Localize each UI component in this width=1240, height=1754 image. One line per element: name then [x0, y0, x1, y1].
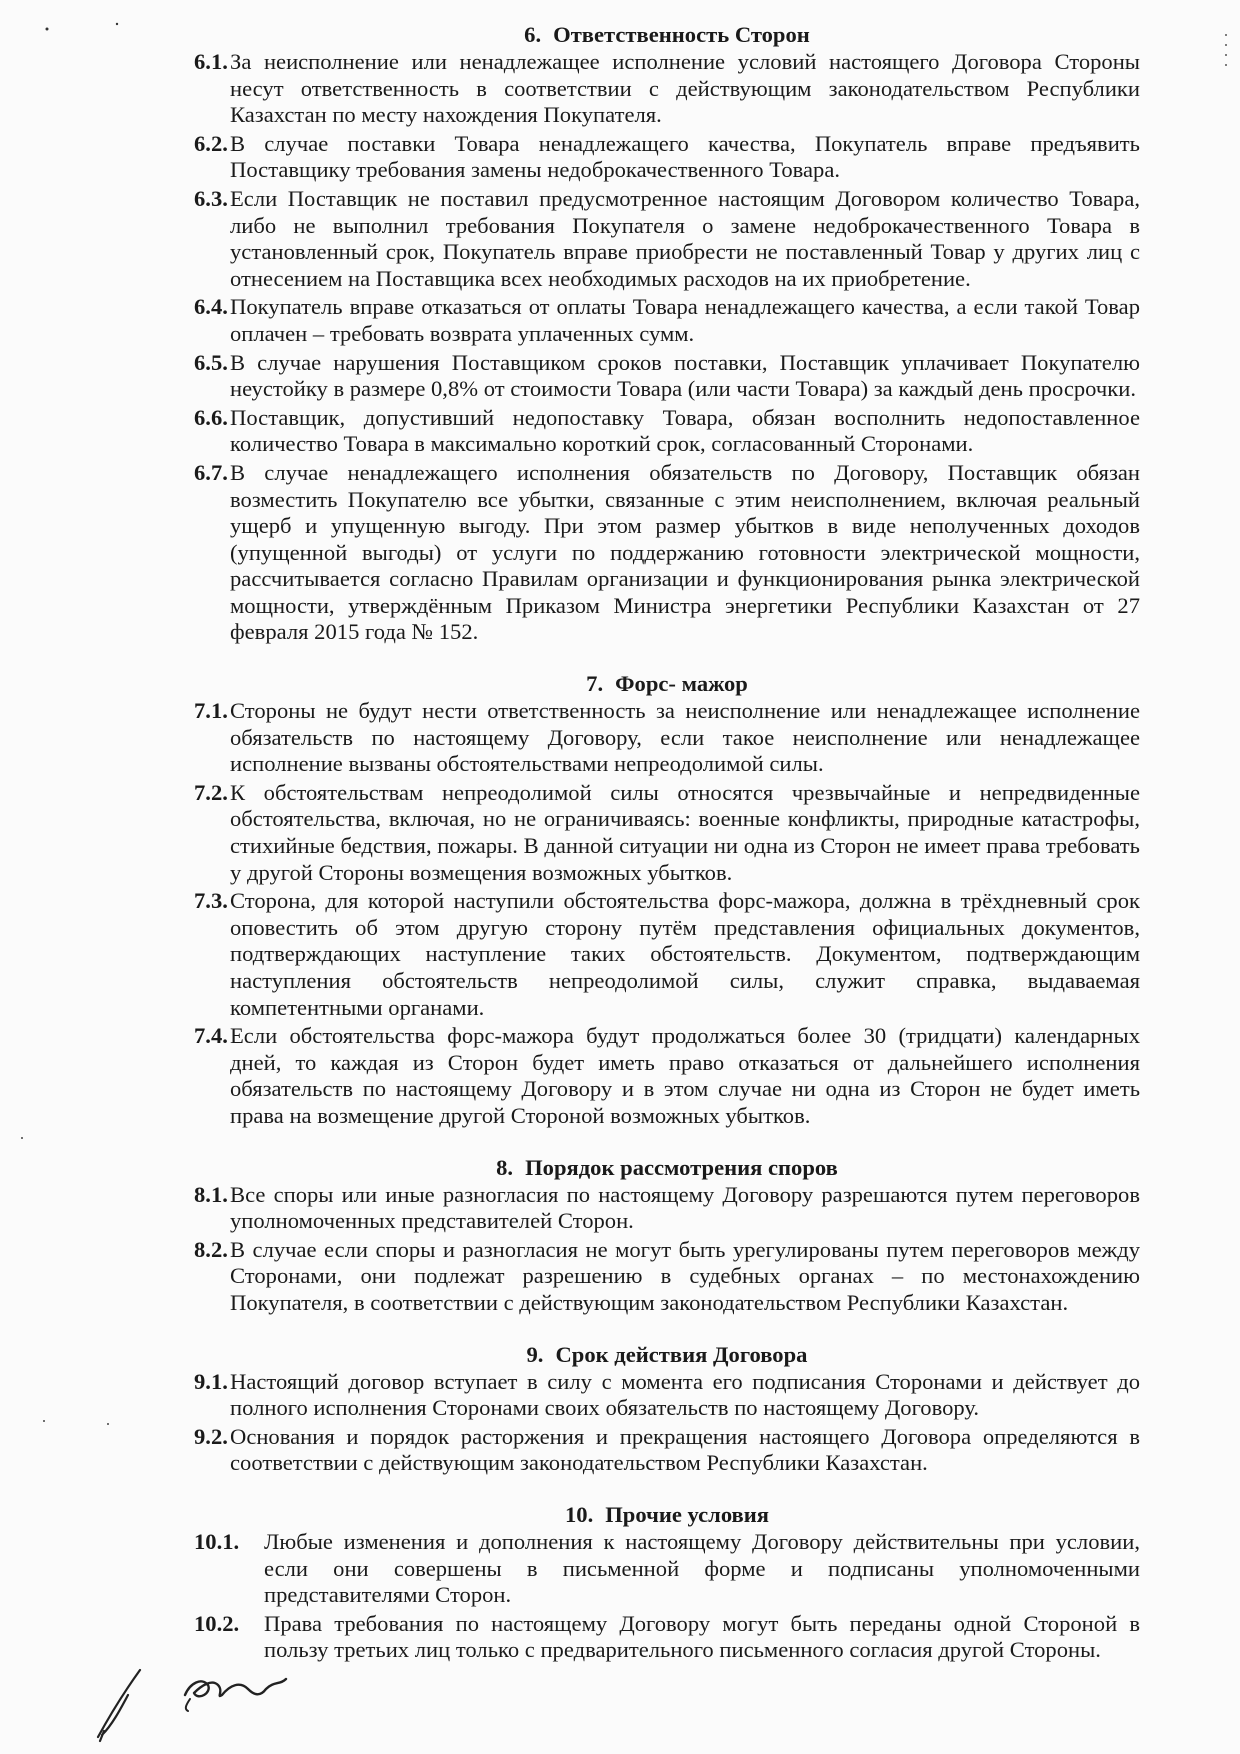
clause-text: В случае ненадлежащего исполнения обязательств по Договору, Поставщик обязан возместить Покупателю все убытки, связанные с этим неисполнением, включая реальный ущерб и упущенную выгоду. При этом размер убытков в виде неполученных доходов (упущенной выгоды) от услуги по поддержанию готовности электрической мощности, рассчитывается согласно Правилам организации и функционирования рынка электрической мощности, утверждённым Приказом Министра энергетики Республики Казахстан от 27 февраля 2015 года № 152. [230, 459, 1140, 645]
clause-text: Если Поставщик не поставил предусмотренное настоящим Договором количество Товара, либо не выполнил требования Покупателя о замене недоброкачественного Товара в установленный срок, Покупатель вправе приобрести не поставленный Товар у других лиц с отнесением на Поставщика всех необходимых расходов на их приобретение. [230, 185, 1140, 291]
clause-text: Стороны не будут нести ответственность за неисполнение или ненадлежащее исполнение обязательств по настоящему Договору, если такое неисполнение или ненадлежащее исполнение вызваны обстоятельствами непреодолимой силы. [230, 698, 1140, 777]
clause-number: 8.2. [194, 1236, 228, 1262]
clause-number: 6.1. [194, 49, 228, 74]
clause-number: 8.1. [194, 1181, 228, 1207]
clause-text: В случае поставки Товара ненадлежащего качества, Покупатель вправе предъявить Поставщику требования замены недоброкачественного Товара. [230, 130, 1140, 183]
clause-number: 10.1. [194, 1528, 240, 1554]
clause-text: Сторона, для которой наступили обстоятельства форс-мажора, должна в трёхдневный срок оповестить об этом другую сторону путём представления официальных документов, подтверждающих наступление таких обстоятельств. Документом, подтверждающим наступления обстоятельств непреодолимой силы, служит справка, выдаваемая компетентными органами. [230, 888, 1140, 1020]
clause-number: 6.3. [194, 185, 228, 211]
section-title: Ответственность Сторон [553, 22, 810, 47]
clause-text: Любые изменения и дополнения к настоящему Договору действительны при условии, если они совершены в письменной форме и подписаны уполномоченными представителями Сторон. [264, 1528, 1140, 1608]
clause-text: Если обстоятельства форс-мажора будут продолжаться более 30 (тридцати) календарных дней, то каждая из Сторон будет иметь право отказаться от дальнейшего исполнения обязательств по настоящему Договору и в этом случае ни одна из Сторон не будет иметь права на возмещение другой Стороной возможных убытков. [230, 1023, 1140, 1128]
clause-number: 6.7. [194, 459, 228, 485]
clause-number: 6.5. [194, 349, 228, 375]
section-number: 8. [496, 1154, 514, 1180]
clause-text: В случае нарушения Поставщиком сроков поставки, Поставщик уплачивает Покупателю неустойку в размере 0,8% от стоимости Товара (или части Товара) за каждый день просрочки. [230, 349, 1140, 402]
clause-text: В случае если споры и разногласия не могут быть урегулированы путем переговоров между Сторонами, они подлежат разрешению в судебных органах – по местонахождению Покупателя, в соответствии с действующим законодательством Республики Казахстан. [230, 1236, 1140, 1315]
handwritten-signatures [90, 1655, 350, 1745]
clause-number: 6.2. [194, 130, 228, 156]
clause-number: 7.4. [194, 1023, 228, 1049]
clause-number: 7.2. [194, 779, 228, 805]
section-title: Форс- мажор [615, 671, 748, 697]
clause-text: Настоящий договор вступает в силу с момента его подписания Сторонами и действует до полного исполнения Сторонами своих обязательств по настоящему Договору. [230, 1368, 1140, 1421]
clause-text: Поставщик, допустивший недопоставку Товара, обязан восполнить недопоставленное количество Товара в максимально короткий срок, согласованный Сторонами. [230, 404, 1140, 457]
section-number: 7. [586, 671, 604, 697]
clause-number: 9.1. [194, 1368, 228, 1394]
section-number: 9. [526, 1341, 544, 1367]
clause-number: 10.2. [194, 1610, 240, 1636]
section-title: Срок действия Договора [555, 1341, 808, 1367]
clause-number: 6.4. [194, 294, 228, 320]
clause-text: К обстоятельствам непреодолимой силы относятся чрезвычайные и непредвиденные обстоятельства, включая, но не ограничиваясь: военные конфликты, природные катастрофы, стихийные бедствия, пожары. В данной ситуации ни одна из Сторон не имеет права требовать у другой Стороны возмещения возможных убытков. [230, 779, 1140, 885]
clause-text: Покупатель вправе отказаться от оплаты Товара ненадлежащего качества, а если такой Товар оплачен – требовать возврата уплаченных сумм. [230, 294, 1140, 346]
clause-number: 6.6. [194, 404, 228, 430]
section-number: 6. [524, 22, 542, 47]
clause-text: Основания и порядок расторжения и прекращения настоящего Договора определяются в соответствии с действующим законодательством Республики Казахстан. [230, 1423, 1140, 1476]
section-title: Порядок рассмотрения споров [525, 1154, 838, 1180]
clause-text: За неисполнение или ненадлежащее исполнение условий настоящего Договора Стороны несут ответственность в соответствии с действующим законодательством Республики Казахстан по месту нахождения Покупателя. [230, 49, 1140, 128]
section-title: Прочие условия [605, 1501, 770, 1527]
section-number: 10. [564, 1501, 594, 1527]
clause-text: Все споры или иные разногласия по настоящему Договору разрешаются путем переговоров уполномоченных представителей Сторон. [230, 1181, 1140, 1234]
clause-number: 9.2. [194, 1423, 228, 1449]
clause-number: 7.1. [194, 698, 228, 724]
clause-number: 7.3. [194, 888, 228, 914]
clause-text: Права требования по настоящему Договору могут быть переданы одной Стороной в пользу третьих лиц только с предварительного письменного согласия другой Стороны. [264, 1610, 1140, 1663]
